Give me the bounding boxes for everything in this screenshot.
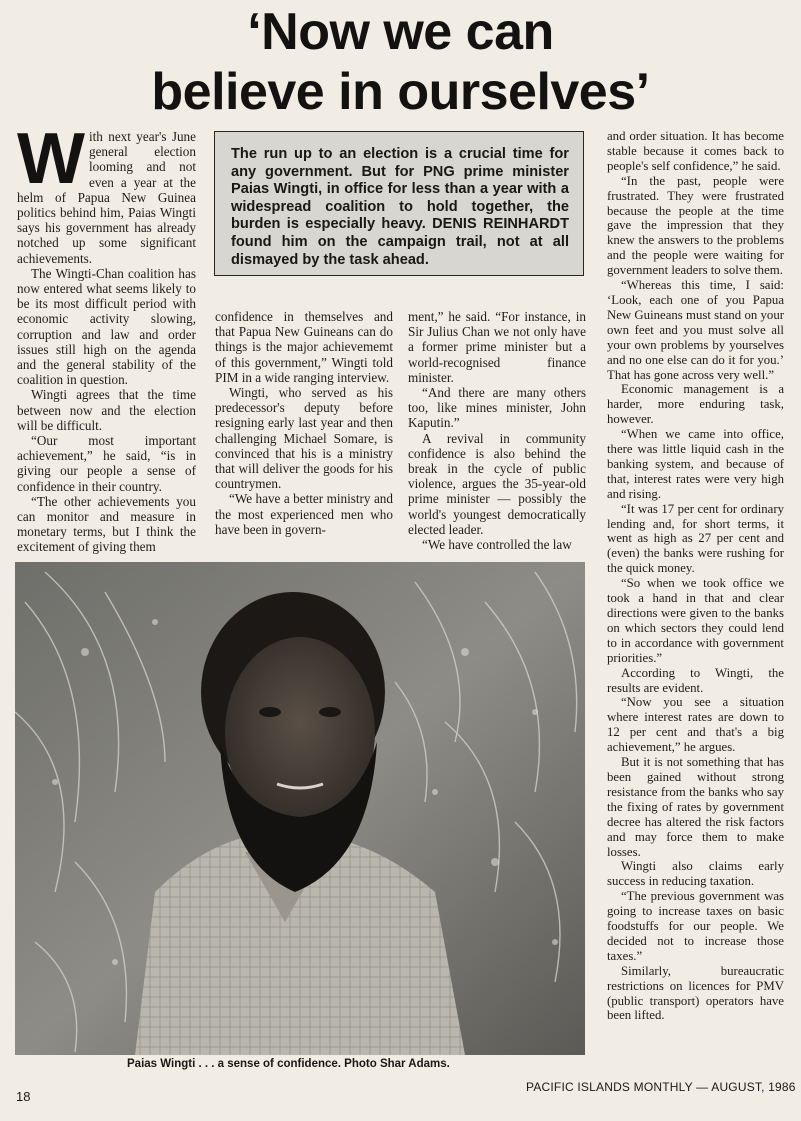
paragraph: “Now you see a situation where interest rates are down to 12 per cent and that's a big achievement,” he argues. xyxy=(607,695,784,755)
headline xyxy=(0,2,801,122)
paragraph: and order situation. It has become stable because it comes back to people's self confidence,” he said. xyxy=(607,129,784,173)
paragraph: “We have a better ministry and the most experienced men who have been in govern- xyxy=(215,491,393,537)
paragraph: Economic management is a harder, more enduring task, however. xyxy=(607,382,784,427)
paragraph: A revival in community confidence is also behind the break in the cycle of public violence, argues the 35-year-old prime minister — possibly the world's youngest democratically elected leader. xyxy=(408,430,586,537)
paragraph: ith next year's June general election looming and not even a year at the helm of Papua New Guinea politics behind him, Paias Wingti says his government has already notched up some significant achievements. xyxy=(17,129,196,266)
headline-line-1: ‘Now we can xyxy=(247,3,554,61)
paragraph: “The other achievements you can monitor and measure in monetary terms, but I think the excitement of giving them xyxy=(17,493,196,555)
paragraph: Wingti agrees that the time between now and the election will be difficult. xyxy=(17,387,196,433)
paragraph: “In the past, people were frustrated. They were frustrated because the people at the time gave the impression that they knew the answers to the problems and the people were waiting for government leaders to solve them. xyxy=(607,173,784,278)
drop-cap: W xyxy=(17,119,85,199)
paragraph: confidence in themselves and that Papua New Guineans can do things is the major achievememt of this government,” Wingti told PIM in a wide ranging interview. xyxy=(215,309,393,385)
headline-line-2: believe in ourselves’ xyxy=(151,63,650,121)
paragraph: “The previous government was going to increase taxes on basic foodstuffs for our people. We decided not to increase those taxes.” xyxy=(607,889,784,963)
paragraph: ment,” he said. “For instance, in Sir Julius Chan we not only have a former prime minister but a world-recognised finance minister. xyxy=(408,309,586,385)
paragraph: According to Wingti, the results are evident. xyxy=(607,665,784,695)
paragraph: But it is not something that has been gained without strong resistance from the banks who say the fixing of rates by government decree has altered the risk factors and may force them to make losses. xyxy=(607,755,784,859)
paragraph: “When we came into office, there was little liquid cash in the banking system, and because of that, interest rates were very high and rising. xyxy=(607,427,784,501)
paragraph: “Our most important achievement,” he said, “is in giving our people a sense of confidence in their country. xyxy=(17,433,196,494)
article-column-4 xyxy=(607,129,784,1023)
paragraph: “We have controlled the law xyxy=(422,537,572,553)
paragraph: “And there are many others too, like mines minister, John Kaputin.” xyxy=(408,385,586,431)
publication-footer: PACIFIC ISLANDS MONTHLY — AUGUST, 1986 xyxy=(526,1080,796,1094)
article-column-1 xyxy=(17,119,196,555)
standfirst-box: The run up to an election is a crucial time for any government. But for PNG prime minister Paias Wingti, in office for less than a year with a widespread coalition to hold together, the burden is especially heavy. DENIS REINHARDT found him on the campaign trail, not at all dismayed by the task ahead. xyxy=(214,131,584,276)
paragraph: “So when we took office we took a hand in that and clear directions were given to the banks on which sectors they could lend to in accordance with government priorities.” xyxy=(607,576,784,665)
article-column-3 xyxy=(408,309,586,552)
paragraph: “Whereas this time, I said: ‘Look, each one of you Papua New Guineans must stand on your own feet and you must solve all your own problems by yourselves and no one else can do it for you.’ That has gone across very well.” xyxy=(607,278,784,382)
paragraph: The Wingti-Chan coalition has now entered what seems likely to be its most difficult period with economic activity slowing, corruption and law and order issues still high on the agenda and the general stability of the coalition in question. xyxy=(17,265,196,388)
article-column-2 xyxy=(215,309,393,537)
portrait-photo xyxy=(15,562,585,1055)
portrait-photo-graphic xyxy=(15,562,585,1055)
paragraph: Wingti, who served as his predecessor's deputy before resigning early last year and then challenging Michael Somare, is convinced that his is a ministry that will deliver the goods for his countrymen. xyxy=(215,385,393,492)
paragraph: “It was 17 per cent for ordinary lending and, for short terms, it went as high as 27 per cent and (even) the banks were rushing for the quick money. xyxy=(607,501,784,576)
paragraph: Wingti also claims early success in reducing taxation. xyxy=(607,859,784,889)
page-number: 18 xyxy=(16,1089,31,1104)
paragraph: Similarly, bureaucratic restrictions on licences for PMV (public transport) operators have been lifted. xyxy=(607,963,784,1023)
photo-caption: Paias Wingti . . . a sense of confidence. Photo Shar Adams. xyxy=(127,1058,450,1070)
